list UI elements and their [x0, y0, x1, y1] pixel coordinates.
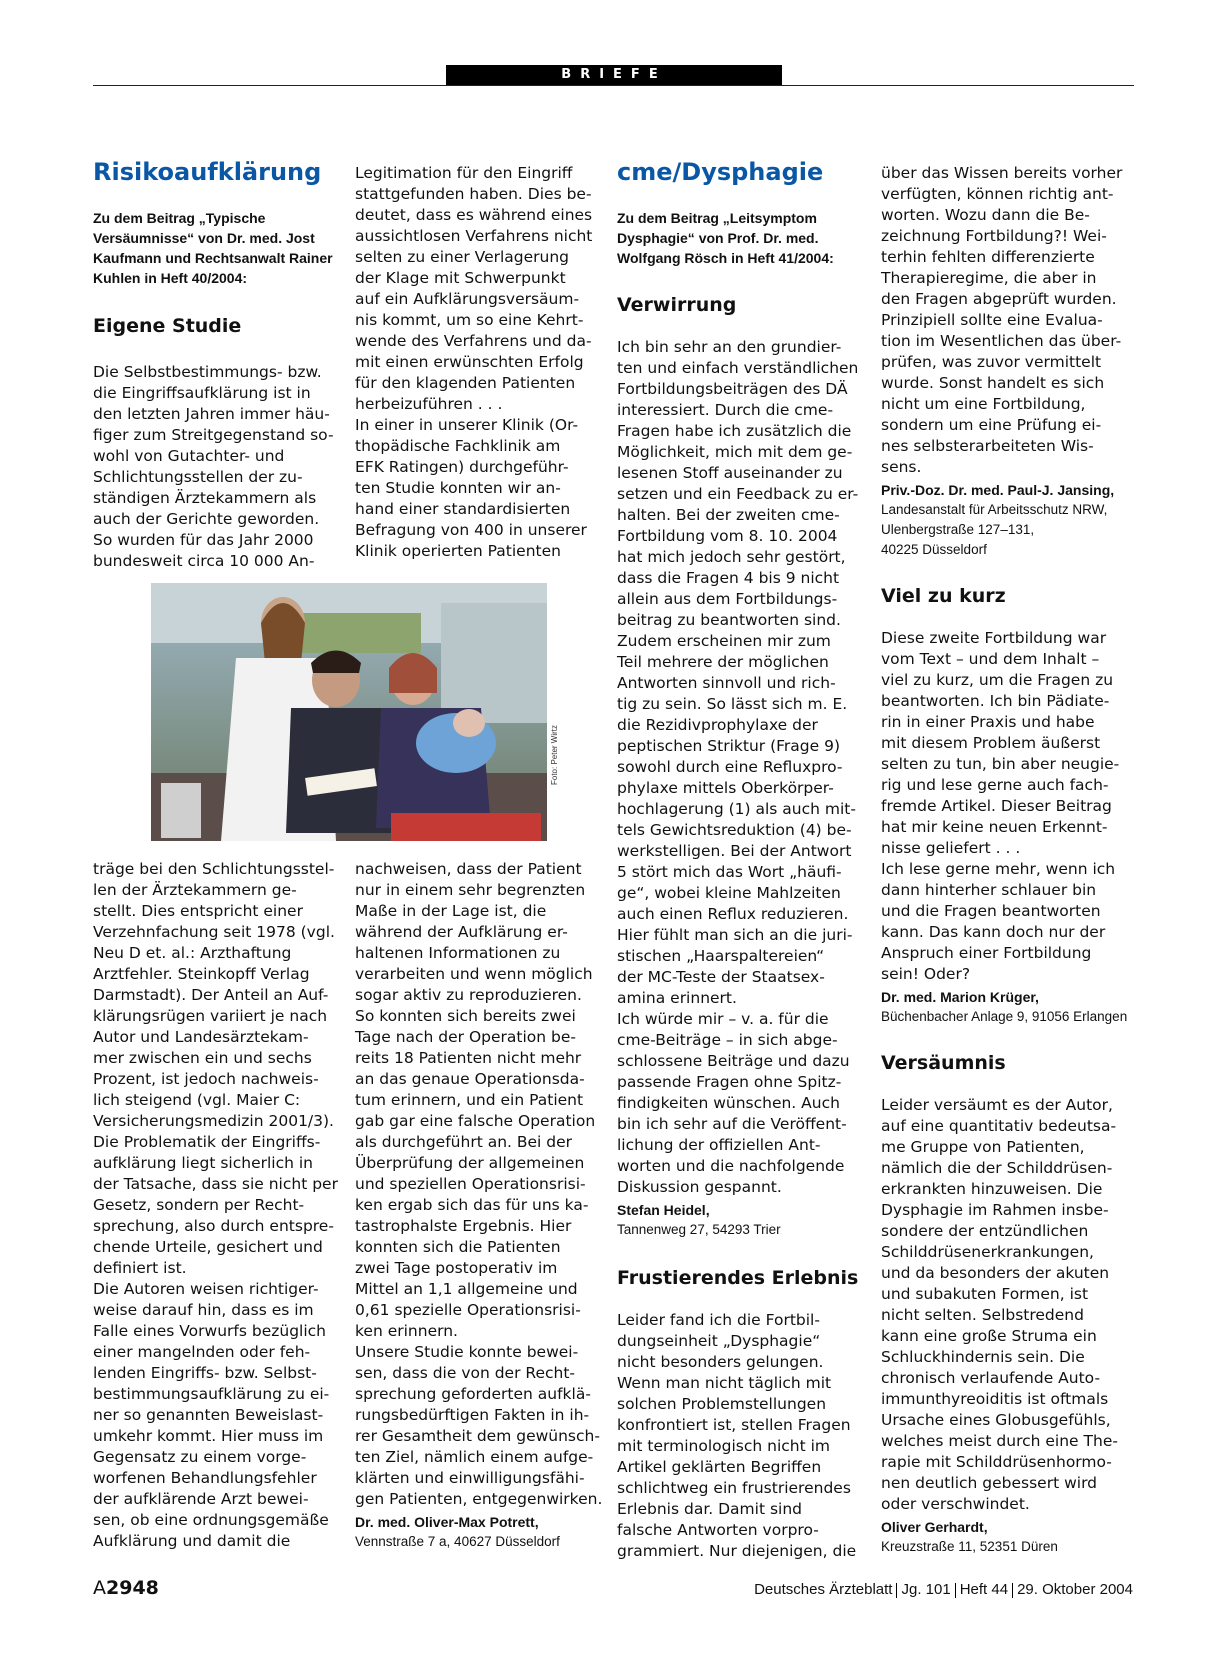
article-lead: Zu dem Beitrag „Leitsymptom Dysphagie“ von Prof. Dr. med. Wolfgang Rösch in Heft 41/2004:	[617, 210, 834, 266]
letter-subtitle-viel-zu-kurz: Viel zu kurz	[881, 585, 1006, 607]
letter-subtitle-versaeumnis: Versäumnis	[881, 1052, 1006, 1074]
letter-author: Dr. med. Oliver-Max Potrett,	[355, 1514, 539, 1530]
letter-subtitle: Eigene Studie	[93, 315, 242, 337]
letter-address: Landesanstalt für Arbeitsschutz NRW, Ulenbergstraße 127–131, 40225 Düsseldorf	[881, 502, 1108, 557]
article-lead: Zu dem Beitrag „Typische Versäumnisse“ von Dr. med. Jost Kaufmann und Rechtsanwalt Rainer Kuhlen in Heft 40/2004:	[93, 210, 333, 286]
footer-citation	[754, 1581, 1133, 1598]
column-2-bottom	[355, 859, 611, 1552]
letter-subtitle-frustierendes-erlebnis: Frustierendes Erlebnis	[617, 1267, 859, 1289]
letter-address: Büchenbacher Anlage 9, 91056 Erlangen	[881, 1009, 1128, 1024]
issue: Heft 44	[959, 1581, 1009, 1598]
column-2-top	[355, 163, 605, 562]
letter-body: Diese zweite Fortbildung war vom Text – und dem Inhalt – viel zu kurz, um die Fragen zu beantworten. Ich bin Pädiate- rin in einer Praxis und habe mit diesem Problem äußerst selten zu tun, bin aber neugie- rig und lese gerne auch fach- fremde Artikel. Dieser Beitrag hat mir keine neuen Erkennt- nisse geliefert . . . Ich lese gerne mehr, wenn ich dann hinterher schlauer bin und die Fragen beantworten kann. Das kann doch nur der Anspruch einer Fortbildung sein! Oder?	[881, 629, 1120, 983]
page-number-value: 2948	[106, 1577, 159, 1599]
letter-body-continued: nachweisen, dass der Patient nur in einem sehr begrenzten Maße in der Lage ist, die während der Aufklärung er- haltenen Informationen zu verarbeiten und wenn möglich sogar aktiv zu reproduzieren. So konnten sich bereits zwei Tage nach der Operation be- reits 18 Patienten nicht mehr an das genaue Operationsda- tum erinnern, und ein Patient gab gar eine falsche Operation als durchgeführt an. Bei der Überprüfung der allgemeinen und speziellen Operationsrisi- ken ergab sich das für uns ka- tastrophalste Ergebnis. Hier konnten sich die Patienten zwei Tage postoperativ im Mittel an 1,1 allgemeine und 0,61 spezielle Operationsrisi- ken erinnern. Unsere Studie konnte bewei- sen, dass die von der Recht- sprechung geforderten aufklä- rungsbedürftigen Fakten in ih- rer Gesamtheit dem gewünsch- ten Ziel, nämlich einem aufge- klärten und einwilligungsfähi- gen Patienten, entgegenwirken.	[355, 860, 603, 1508]
letter-author: Oliver Gerhardt,	[881, 1519, 988, 1535]
article-title-cme-dysphagie: cme/Dysphagie	[617, 158, 824, 186]
column-3	[617, 158, 873, 1562]
letter-body: Leider versäumt es der Autor, auf eine quantitativ bedeutsa- me Gruppe von Patienten, nämlich die der Schilddrüsen- erkrankten hinzuweisen. Die Dysphagie im Rahmen insbe- sondere der entzündlichen Schilddrüsenerkrankungen, und da besonders der akuten und subakuten Formen, ist nicht selten. Selbstredend kann eine große Struma ein Schluckhindernis sein. Die chronisch verlaufende Auto- immunthyreoiditis ist oftmals Ursache eines Globusgefühls, welches meist durch eine The- rapie mit Schilddrüsenhormo- nen deutlich gebessert wird oder verschwindet.	[881, 1096, 1118, 1513]
letter-subtitle-verwirrung: Verwirrung	[617, 294, 737, 316]
letter-address: Vennstraße 7 a, 40627 Düsseldorf	[355, 1534, 560, 1549]
column-1-bottom	[93, 859, 339, 1552]
journal-name: Deutsches Ärzteblatt	[754, 1581, 893, 1598]
column-1-top	[93, 158, 339, 572]
letter-author: Dr. med. Marion Krüger,	[881, 989, 1039, 1005]
page-prefix: A	[93, 1577, 106, 1599]
divider	[896, 1583, 897, 1598]
section-label: BRIEFE	[446, 65, 782, 85]
letter-body: Ich bin sehr an den grundier- ten und einfach verständlichen Fortbildungsbeiträgen des DÄ interessiert. Durch die cme- Fragen habe ich zusätzlich die Möglichkeit, mich mit dem ge- lesenen Stoff auseinander zu setzen und ein Feedback zu er- halten. Bei der zweiten cme- Fortbildung vom 8. 10. 2004 hat mich jedoch sehr gestört, dass die Fragen 4 bis 9 nicht allein aus dem Fortbildungs- beitrag zu beantworten sind. Zudem erscheinen mir zum Teil mehrere der möglichen Antworten sinnvoll und rich- tig zu sein. So lässt sich m. E. die Rezidivprophylaxe der peptischen Striktur (Frage 9) sowohl durch eine Refluxpro- phylaxe mittels Oberkörper- hochlagerung (1) als auch mit- tels Gewichtsreduktion (4) be- werkstelligen. Bei der Antwort 5 stört mich das Wort „häufi- ge“, wobei kleine Mahlzeiten auch einen Reflux reduzieren. Hier fühlt man sich an die juri- stischen „Haarspaltereien“ der MC-Teste der Staatsex- amina erinnert. Ich würde mir – v. a. für die cme-Beiträge – in sich abge- schlossene Beiträge und dazu passende Fragen ohne Spitz- findigkeiten wünschen. Auch bin ich sehr auf die Veröffent- lichung der offiziellen Ant- worten und die nachfolgende Diskussion gespannt.	[617, 338, 859, 1196]
photo-credit: Foto: Peter Wirtz	[550, 724, 559, 785]
letter-body-continued: träge bei den Schlichtungsstel- len der Ärztekammern ge- stellt. Dies entspricht einer Verzehnfachung seit 1978 (vgl. Neu D et. al.: Arzthaftung Arztfehler. Steinkopff Verlag Darmstadt). Der Anteil an Auf- klärungsrügen variiert je nach Autor und Landesärztekam- mer zwischen ein und sechs Prozent, ist jedoch nachweis- lich steigend (vgl. Maier C: Versicherungsmedizin 2001/3). Die Problematik der Eingriffs- aufklärung liegt sicherlich in der Tatsache, dass sie nicht per Gesetz, sondern per Recht- sprechung, also durch entspre- chende Urteile, gesichert und definiert ist. Die Autoren weisen richtiger- weise darauf hin, dass es im Falle eines Vorwurfs bezüglich einer mangelnden oder feh- lenden Eingriffs- bzw. Selbst- bestimmungsaufklärung zu ei- ner so genannten Beweislast- umkehr kommt. Hier muss im Gegensatz zu einem vorge- worfenen Behandlungsfehler der aufklärende Arzt bewei- sen, ob eine ordnungsgemäße Aufklärung und damit die	[93, 860, 338, 1550]
letter-body: Leider fand ich die Fortbil- dungseinheit „Dysphagie“ nicht besonders gelungen. Wenn man nicht täglich mit solchen Problemstellungen konfrontiert ist, stellen Fragen mit terminologisch nicht im Artikel geklärten Begriffen schlichtweg ein frustrierendes Erlebnis dar. Damit sind falsche Antworten vorpro- grammiert. Nur diejenigen, die	[617, 1311, 857, 1560]
divider	[1012, 1583, 1013, 1598]
page-number	[93, 1577, 159, 1599]
issue-date: 29. Oktober 2004	[1017, 1581, 1133, 1598]
letter-author: Priv.-Doz. Dr. med. Paul-J. Jansing,	[881, 482, 1115, 498]
letter-body-continued: über das Wissen bereits vorher verfügten, können richtig ant- worten. Wozu dann die Be- zeichnung Fortbildung?! Wei- terhin fehlten differenzierte Therapieregime, die aber in den Fragen abgeprüft wurden. Prinzipiell sollte eine Evalua- tion im Wesentlichen das über- prüfen, was zuvor vermittelt wurde. Sonst handelt es sich nicht um eine Fortbildung, sondern um eine Prüfung ei- nes selbsterarbeiteten Wis- sens.	[881, 164, 1123, 476]
letter-body: Die Selbstbestimmungs- bzw. die Eingriffsaufklärung ist in den letzten Jahren immer häu- figer zum Streitgegenstand so- wohl von Gutachter- und Schlichtungsstellen der zu- ständigen Ärztekammern als auch der Gerichte geworden. So wurden für das Jahr 2000 bundesweit circa 10 000 An-	[93, 363, 334, 570]
letter-author: Stefan Heidel,	[617, 1202, 710, 1218]
divider	[955, 1583, 956, 1598]
column-4	[881, 163, 1143, 1557]
photo-illustration	[151, 583, 547, 841]
volume: Jg. 101	[901, 1581, 951, 1598]
header-rule	[93, 85, 1134, 86]
article-title-risikoaufklaerung: Risikoaufklärung	[93, 158, 322, 186]
letter-address: Tannenweg 27, 54293 Trier	[617, 1222, 781, 1237]
letter-address: Kreuzstraße 11, 52351 Düren	[881, 1539, 1058, 1554]
letter-body: Legitimation für den Eingriff stattgefunden haben. Dies be- deutet, dass es während eines aussichtlosen Verfahrens nicht selten zu einer Verlagerung der Klage mit Schwerpunkt auf ein Aufklärungsversäum- nis kommt, um so eine Kehrt- wende des Verfahrens und da- mit einen erwünschten Erfolg für den klagenden Patienten herbeizuführen . . . In einer in unserer Klinik (Or- thopädische Fachklinik am EFK Ratingen) durchgeführ- ten Studie konnten wir an- hand einer standardisierten Befragung von 400 in unserer Klinik operierten Patienten	[355, 164, 593, 560]
photo-doctor-and-family	[151, 583, 547, 841]
